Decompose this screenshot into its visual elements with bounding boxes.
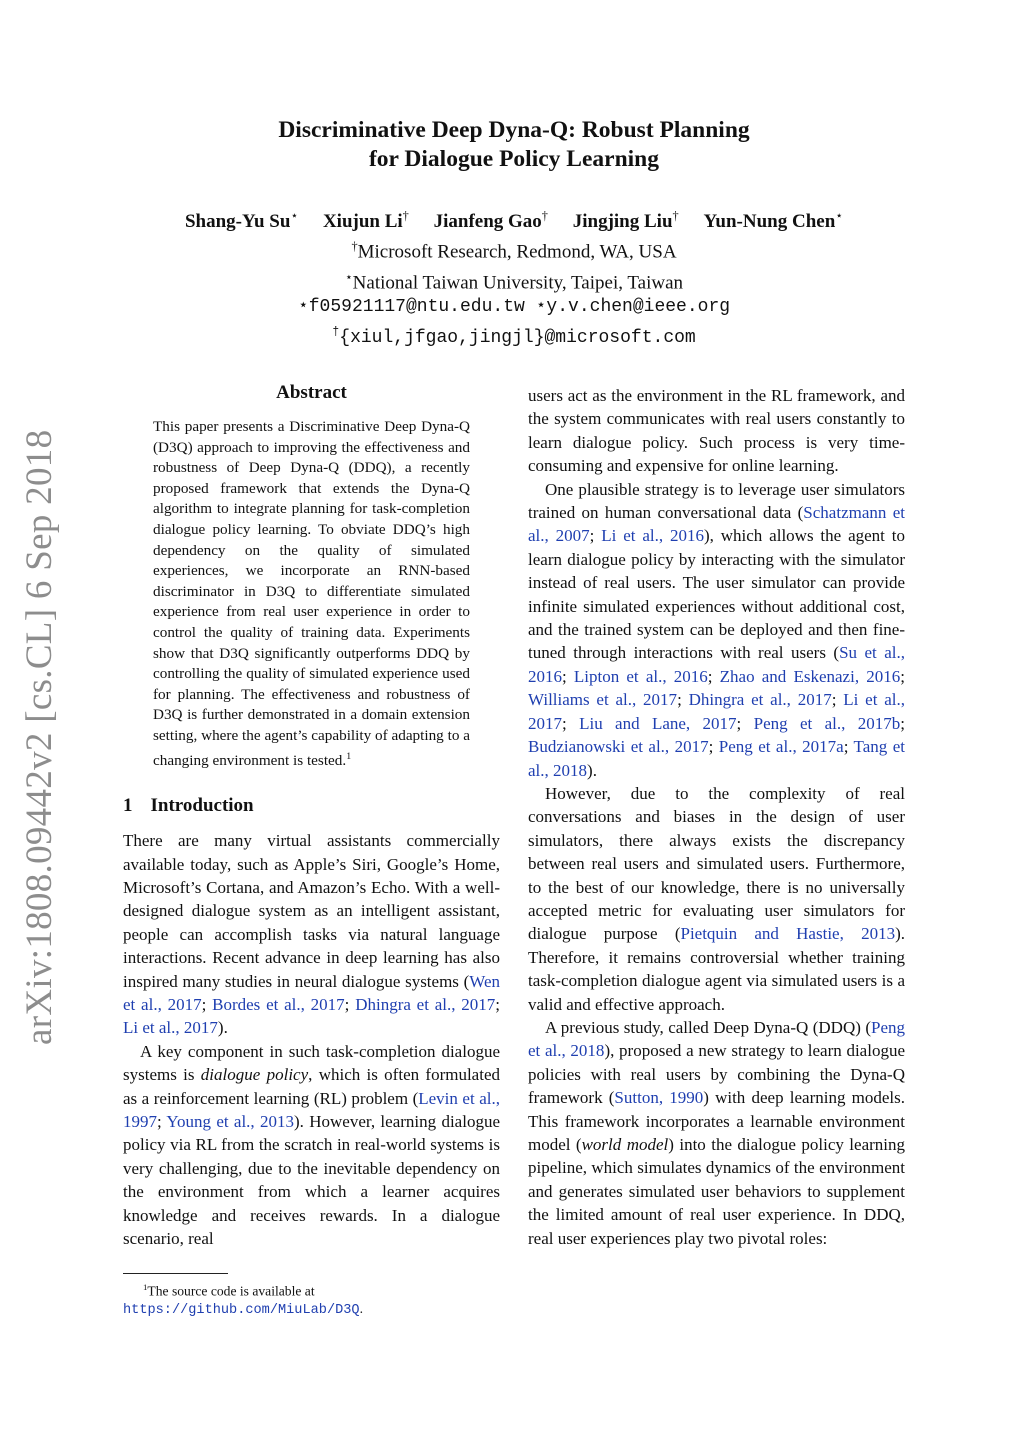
title-line-2: for Dialogue Policy Learning <box>368 146 660 172</box>
citation-link[interactable]: Peng et al., 2018 <box>528 1017 905 1061</box>
citation-link[interactable]: Pietquin and Hastie, 2013 <box>680 924 896 944</box>
citation-link[interactable]: Li et al., 2017 <box>123 1018 218 1038</box>
email-line: ⋆f05921117@ntu.edu.tw ⋆y.v.chen@ieee.org <box>297 296 731 317</box>
citation-link[interactable]: Peng et al., 2017a <box>718 737 844 757</box>
author-list <box>120 204 908 234</box>
citation-link[interactable]: Li et al., 2017 <box>528 690 905 733</box>
paragraph: One plausible strategy is to leverage user simulators trained on human conversational data (Schatzmann et al., 2007; Li et al., 2016), which allows the agent to learn dialogue policy by interacting with the simulator instead of real users. The user simulator can provide infinite simulated experiences without additional cost, and the trained system can be deployed and then fine-tuned through interactions with real users (Su et al., 2016; Lipton et al., 2016; Zhao and Eskenazi, 2016; Williams et al., 2017; Dhingra et al., 2017; Li et al., 2017; Liu and Lane, 2017; Peng et al., 2017b; Budzianowski et al., 2017; Peng et al., 2017a; Tang et al., 2018). <box>528 479 905 780</box>
author-block <box>120 204 908 351</box>
author: Shang-Yu Su⋆ <box>184 209 299 233</box>
author: Yun-Nung Chen⋆ <box>703 209 844 233</box>
author: Xiujun Li† <box>322 209 409 233</box>
citation-link[interactable]: Dhingra et al., 2017 <box>355 995 496 1014</box>
citation-link[interactable]: Peng et al., 2017b <box>753 713 901 733</box>
paragraph: There are many virtual assistants commercially available today, such as Apple’s Siri, Google’s Home, Microsoft’s Cortana, and Amazon’s Echo. With a well-designed dialogue system as an intelligent assistant, people can accomplish tasks via natural language interactions. Recent advance in deep learning has also inspired many studies in neural dialogue systems (Wen et al., 2017; Bordes et al., 2017; Dhingra et al., 2017; Li et al., 2017). <box>123 831 501 1038</box>
citation-link[interactable]: Tang et al., 2018 <box>528 737 905 780</box>
citation-link[interactable]: Williams et al., 2017 <box>528 690 678 710</box>
paper-title <box>120 116 908 174</box>
footnote-divider <box>123 1273 228 1274</box>
citation-link[interactable]: Sutton, 1990 <box>614 1088 704 1108</box>
citation-link[interactable]: Liu and Lane, 2017 <box>579 713 737 733</box>
affiliation: ⋆National Taiwan University, Taipei, Taiwan <box>344 269 684 293</box>
citation-link[interactable]: Zhao and Eskenazi, 2016 <box>719 666 901 686</box>
paragraph: A key component in such task-completion dialogue systems is dialogue policy, which is often formulated as a reinforcement learning (RL) problem (Levin et al., 1997; Young et al., 2013). However, learning dialogue policy via RL from the scratch in real-world systems is very challenging, due to the inevitable dependency on the environment from which a learner acquires knowledge and receives rewards. In a dialogue scenario, real <box>123 1041 501 1249</box>
email-line: †{xiul,jfgao,jingjl}@microsoft.com <box>332 324 696 348</box>
paragraph: A previous study, called Deep Dyna-Q (DDQ) (Peng et al., 2018), proposed a new strategy to learn dialogue policies with real users by combining the Dyna-Q framework (Sutton, 1990) with deep learning models. This framework incorporates a learnable environment model (world model) into the dialogue policy learning pipeline, which simulates dynamics of the environment and generates simulated user behaviors to supplement the limited amount of real user experience. In DDQ, real user experiences play two pivotal roles: <box>528 1017 905 1248</box>
paragraph: However, due to the complexity of real conversations and biases in the design of user simulators, there always exists the discrepancy between real users and simulated users. Furthermore, to the best of our knowledge, there is no universally accepted metric for evaluating user simulators for dialogue purpose (Pietquin and Hastie, 2013). Therefore, it remains controversial whether training task-completion dialogue agent via simulated users is a valid and effective approach. <box>528 783 905 1014</box>
citation-link[interactable]: Young et al., 2013 <box>166 1112 294 1132</box>
author: Jingjing Liu† <box>572 209 679 233</box>
citation-link[interactable]: Budzianowski et al., 2017 <box>528 737 709 757</box>
citation-link[interactable]: Dhingra et al., 2017 <box>688 690 832 710</box>
abstract-heading: Abstract <box>276 382 347 403</box>
citation-link[interactable]: Li et al., 2016 <box>601 526 704 546</box>
arxiv-side-stamp: arXiv:1808.09442v2 [cs.CL] 6 Sep 2018 <box>19 429 60 1045</box>
abstract-body: This paper presents a Discriminative Deep Dyna-Q (D3Q) approach to improving the effectiveness and robustness of Deep Dyna-Q (DDQ), a recently proposed framework that extends the Dyna-Q algorithm to integrate planning for task-completion dialogue policy learning. To obviate DDQ’s high dependency on the quality of simulated experiences, we incorporate an RNN-based discriminator in D3Q to differentiate simulated experience from real user experience in order to control the quality of training data. Experiments show that D3Q significantly outperforms DDQ by controlling the quality of simulated experience used for planning. The effectiveness and robustness of D3Q is further demonstrated in a domain extension setting, where the agent’s capability of adapting to a changing environment is tested.$^1$ <box>153 418 470 769</box>
citation-link[interactable]: Schatzmann et al., 2007 <box>528 503 905 546</box>
citation-link[interactable]: Wen et al., 2017 <box>123 971 500 1014</box>
affiliation: †Microsoft Research, Redmond, WA, USA <box>351 239 677 263</box>
citation-link[interactable]: Lipton et al., 2016 <box>573 666 708 686</box>
footnote: $^1$The source code is available at https://github.com/MiuLab/D3Q. <box>123 1282 363 1319</box>
citation-link[interactable]: Bordes et al., 2017 <box>212 995 345 1014</box>
author: Jianfeng Gao† <box>433 209 548 233</box>
right-column <box>528 384 905 1250</box>
source-code-link[interactable]: https://github.com/MiuLab/D3Q <box>123 1303 360 1319</box>
title-line-1: Discriminative Deep Dyna-Q: Robust Planning <box>278 117 750 143</box>
citation-link[interactable]: Su et al., 2016 <box>528 643 905 686</box>
section-heading: 1 Introduction <box>123 795 254 817</box>
left-column <box>123 382 500 1250</box>
paragraph: users act as the environment in the RL framework, and the system communicates with real users constantly to learn dialogue policy. Such process is very time-consuming and expensive for online learning. <box>528 386 905 476</box>
citation-link[interactable]: Levin et al., 1997 <box>123 1088 500 1132</box>
footnote-ref[interactable]: 1 <box>346 750 352 762</box>
